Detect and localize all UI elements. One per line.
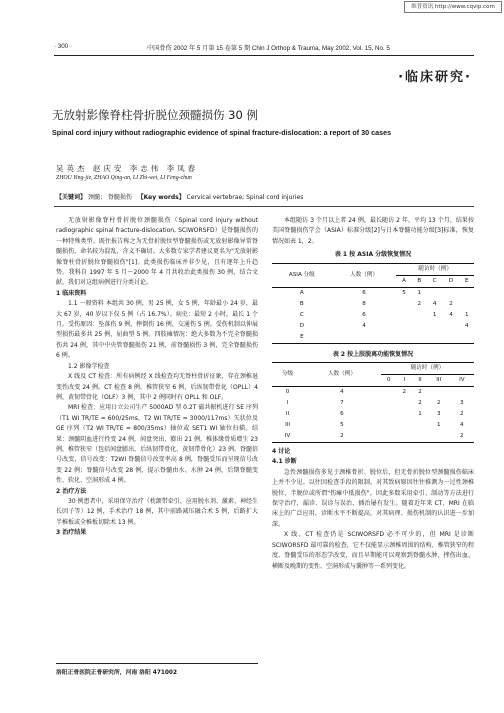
table-cell: IV <box>284 433 291 440</box>
table-cell <box>381 387 397 399</box>
table-cell: 2 <box>449 300 453 307</box>
left_col-heading: 1 临床资料 <box>56 289 87 297</box>
table-cell: II <box>285 411 290 418</box>
table-cell: 0 <box>285 389 290 396</box>
right_col-paragraph: X 线、CT 检查仍是 SCIWORSFD 必不可少的，但 MRI 是诊断 SCIWORSFD 最可靠的检查，它不仅能显示颈椎周围的结构、椎管狭窄的程度、脊髓受压的形态学改变，而且早期能可以观察到脊髓水肿、挫伤出血、横断及晚期的变性、空洞形成与囊肿等一系列变化。 <box>272 531 474 570</box>
title-english: Spinal cord injury without radiographic evidence of spinal fracture-dislocation: a report of 30 cases <box>52 128 392 137</box>
keywords-rule <box>54 206 474 207</box>
left_col-paragraph: X 线及 CT 检查：所有病例经 X 线检查均无脊柱骨折征象，存在颈椎退变性改变 24 例。CT 检查 8 例，椎管狭窄 6 例，后纵韧带骨化（OPLL）4 例，黄韧带骨化（OLF）3 例，其中 2 例同时有 OPLL 和 OLF。 <box>56 373 258 401</box>
left_col-paragraph: 30 例患者中，采用保守治疗（枕颌带牵引，应用脱水剂、激素、神经生长因子等）12 例，手术治疗 18 例，其中前路减压融合术 5 例，后路扩大半椎板或全椎板切除术 13 例。 <box>56 497 258 526</box>
left-column <box>56 216 258 539</box>
table-cell <box>396 409 412 420</box>
table-cell: 6 <box>340 411 344 418</box>
authors-chinese: 吴英杰 赵庆安 李志伟 李凤春 <box>56 164 199 173</box>
table-cell: 1 <box>417 289 422 296</box>
table-cell <box>460 332 474 344</box>
table-row <box>272 409 474 420</box>
table-row <box>272 431 474 443</box>
table-cell: 2 <box>402 389 407 396</box>
table-cell <box>381 398 397 409</box>
keywords-label-en: 【Key words】 <box>137 194 185 201</box>
affiliation: 洛阳正骨医院正骨研究所，河南 洛阳 471002 <box>56 670 177 676</box>
table-cell: III <box>285 422 291 429</box>
table-cell: 4 <box>449 311 453 318</box>
table-cell: B <box>299 300 304 307</box>
table-cell: 8 <box>362 300 366 307</box>
table-cell: 4 <box>362 322 366 329</box>
table-cell: D <box>299 322 304 329</box>
table-cell: 2 <box>418 389 422 396</box>
table-cell <box>412 332 427 344</box>
table-row <box>272 387 474 399</box>
header-rule <box>54 55 474 56</box>
table-cell <box>428 431 450 443</box>
table1-subheader: D <box>448 277 454 284</box>
table1-col1-header: ASIA 分级 <box>288 271 315 278</box>
table1-col2-header: 人数（例） <box>350 271 379 278</box>
table2-col2-header: 人数（例） <box>327 371 356 378</box>
table-cell <box>460 287 474 299</box>
table-cell <box>332 332 397 344</box>
results-intro: 本组随访 3 个月以上者 24 例，最长随访 2 年，平均 13 个月，结果按美国脊髓损伤学会（ASIA）标准分级[2]与日本脊髓功能分级[3]标准，恢复情况如表 1，2。 <box>272 217 474 245</box>
table2-subheader: II <box>418 377 422 384</box>
table2-function <box>272 362 474 443</box>
right_col-heading: 4 讨论 <box>272 448 291 456</box>
left_col-heading: 2 治疗方法 <box>56 487 87 495</box>
table-cell <box>427 287 443 299</box>
left_col-paragraph: 无放射影像脊柱骨折脱位颈髓损伤（Spinal cord injury without radiographic spinal fracture-dislocation, SCIWORSFD）是脊髓损伤的一种特殊类型。既往报告称之为无骨折脱位型脊髓损伤或无放射影像异常脊髓损伤，命名较为混乱，含义不确切。大多数专家学者建议更名为"无放射影像脊柱骨折脱位脊髓损伤"[1]。此类损伤临床并非少见，且有逐年上升趋势。我科自 1997 年 5 月～2000 年 4 月共收治此类损伤 30 例，结合文献，我们对这组病例进行分类讨论。 <box>56 217 258 287</box>
table-cell: 1 <box>465 311 469 318</box>
table-cell: 4 <box>340 389 344 396</box>
table-cell: 5 <box>402 289 406 296</box>
table-cell: 2 <box>436 400 441 407</box>
left_col-paragraph: MRI 检查：应用日立公司生产 5000AD 型 0.2T 磁共振机进行 SE 序列（T1 WI TR/TE = 600/25ms，T2 WI TR/TE = 3000/117ms）矢状位及 GE 序列（T2 WI TR/TE = 800/35ms）轴位或 SET1 WI 轴位扫描。结果：颈髓阴血进行性变 24 例，间盘突出、膨出 21 例，椎体缘骨质增生 23 例，椎管狭窄（包括间盘膨出、后纵韧带骨化、黄韧带骨化）23 例。脊髓信号改变，信号改变：T2WI 脊髓信号改变率高 8 例，脊髓受压而呈现信号改变 22 例；脊髓信号改变 28 例，提示脊髓由水、水肿 24 例，后期脊髓变性、软化、空洞形成 4 例。 <box>56 404 258 485</box>
table-cell: 2 <box>418 400 422 407</box>
table-cell <box>427 321 443 332</box>
table-cell: 6 <box>362 311 366 318</box>
table-cell <box>396 431 412 443</box>
table-cell: I <box>286 400 289 407</box>
table-cell <box>412 321 427 332</box>
table1-subheader: A <box>402 277 406 284</box>
table2-subheader: III <box>436 377 442 384</box>
table-cell: 1 <box>418 411 422 418</box>
journal-citation: 中国骨伤 2002 年 5 月第 15 卷第 5 期 Chin J Orthop & Trauma, May 2002, Vol. 15, No. 5 <box>147 45 390 52</box>
table-cell: 3 <box>436 411 441 418</box>
table-cell: 4 <box>432 300 437 307</box>
table-cell <box>442 321 459 332</box>
right_col-heading: 4.1 诊断 <box>272 458 297 466</box>
table-row <box>272 299 474 310</box>
table-cell: A <box>299 289 304 296</box>
table-cell <box>412 420 428 431</box>
table-cell: 1 <box>436 422 441 429</box>
table2-subheader: IV <box>459 377 465 384</box>
table2-col1-header: 分级 <box>281 371 294 378</box>
table-cell: 4 <box>460 422 464 429</box>
table-row <box>272 321 474 332</box>
table-cell <box>428 387 450 399</box>
table-cell <box>427 332 443 344</box>
page-number: · 300 · <box>54 43 72 50</box>
table-cell <box>381 420 397 431</box>
table-cell: 2 <box>460 433 464 440</box>
table-cell <box>396 398 412 409</box>
table-cell <box>442 287 459 299</box>
running-header <box>54 42 474 54</box>
table-cell: 4 <box>465 322 469 329</box>
table1-subheader: C <box>432 277 437 284</box>
watermark-banner: 维普资讯 http://www.cqvip.com <box>404 1 502 13</box>
table2-subheader: 0 <box>386 377 391 384</box>
table-row <box>272 287 474 299</box>
table1-subheader: E <box>465 277 469 284</box>
table-cell: 2 <box>460 411 464 418</box>
section-tag: ·临床研究· <box>398 70 472 85</box>
table-cell <box>396 310 411 321</box>
table-row <box>272 420 474 431</box>
keywords-terms-cn: 颈髓； 脊髓损伤 <box>87 194 132 201</box>
keywords-label-cn: 【关键词】 <box>56 194 87 201</box>
table1-group-header: 随访时（例） <box>396 263 474 275</box>
table-cell: C <box>299 311 304 318</box>
table2-caption: 表 2 按上肢脱离功能恢复情况 <box>332 350 414 358</box>
table-cell: 1 <box>432 311 437 318</box>
left_col-heading: 3 治疗结果 <box>56 529 87 537</box>
table2-subheader: I <box>403 377 406 384</box>
table-cell: 7 <box>340 400 344 407</box>
table-row <box>272 332 474 344</box>
table1-subheader: B <box>417 277 422 284</box>
left_col-paragraph: 1.2 影像学检查 <box>68 362 110 370</box>
keywords-line <box>56 192 303 201</box>
table-cell <box>396 321 411 332</box>
table-cell <box>412 310 427 321</box>
table-cell <box>381 431 397 443</box>
table2-group-header: 随访时（例） <box>381 363 474 375</box>
right_col-paragraph: 急性颈髓损伤多见于颈椎骨折、脱位后，但无骨折脱位型颈髓损伤临床上并不少见。以往因检查手段的限制，对其致病原因往往推测为一过性颈椎脱位、半脱位或所谓"伤瘫中抵损伤"，因此多数采用牵引、制动等方法进行保守治疗，漏诊、误诊与误治、插治屡有发生。随着近年来 CT、MRI 在临床上的广泛应用，诊断水平不断提高，对其病理、损伤机制的认识进一步加深。 <box>272 468 474 528</box>
table-cell: E <box>300 333 304 340</box>
table-row <box>272 398 474 409</box>
table-cell <box>460 299 474 310</box>
table-cell <box>412 431 428 443</box>
table-cell <box>381 409 397 420</box>
authors-english: ZHOU Ying-jie, ZHAO Qing-an, LI Zhi-wei, LI Feng-chun <box>56 175 192 181</box>
table-cell <box>396 332 411 344</box>
left_col-paragraph: 1.1 一般资料 本组共 30 例，男 25 例，女 5 例，年龄最小 24 岁，最大 67 岁，40 岁以下仅 5 例（占 16.7%）。病史：最短 2 小时，最长 1 个月。受伤原因：坠落伤 9 例，摔倒伤 16 例，交通伤 5 例。受伤机制以伸展型损伤最多共 25 例，屈曲型 5 例。四肢瘫情况：绝大多数为不完全脊髓损伤共 24 例，其中中央管脊髓损伤 21 例，前脊髓损伤 3 例，完全脊髓损伤 6 例。 <box>56 300 258 360</box>
table-cell <box>396 299 411 310</box>
right-column <box>272 216 474 572</box>
keywords-terms-en: Cervical vertebrae; Spinal cord injuries <box>186 194 304 201</box>
affiliation-rule <box>56 663 258 664</box>
table-cell: 5 <box>340 422 344 429</box>
table-cell: 6 <box>362 289 366 296</box>
title-chinese: 无放射影像脊柱骨折脱位颈髓损伤 30 例 <box>52 108 258 122</box>
table-cell <box>396 420 412 431</box>
table-row <box>272 310 474 321</box>
table-cell: 2 <box>340 433 344 440</box>
table1-asia <box>272 263 474 344</box>
table-cell <box>450 387 474 399</box>
table-cell: 2 <box>417 300 422 307</box>
table-cell: 3 <box>460 400 464 407</box>
table-cell <box>442 332 459 344</box>
table1-caption: 表 1 按 ASIA 分级恢复情况 <box>334 251 412 259</box>
